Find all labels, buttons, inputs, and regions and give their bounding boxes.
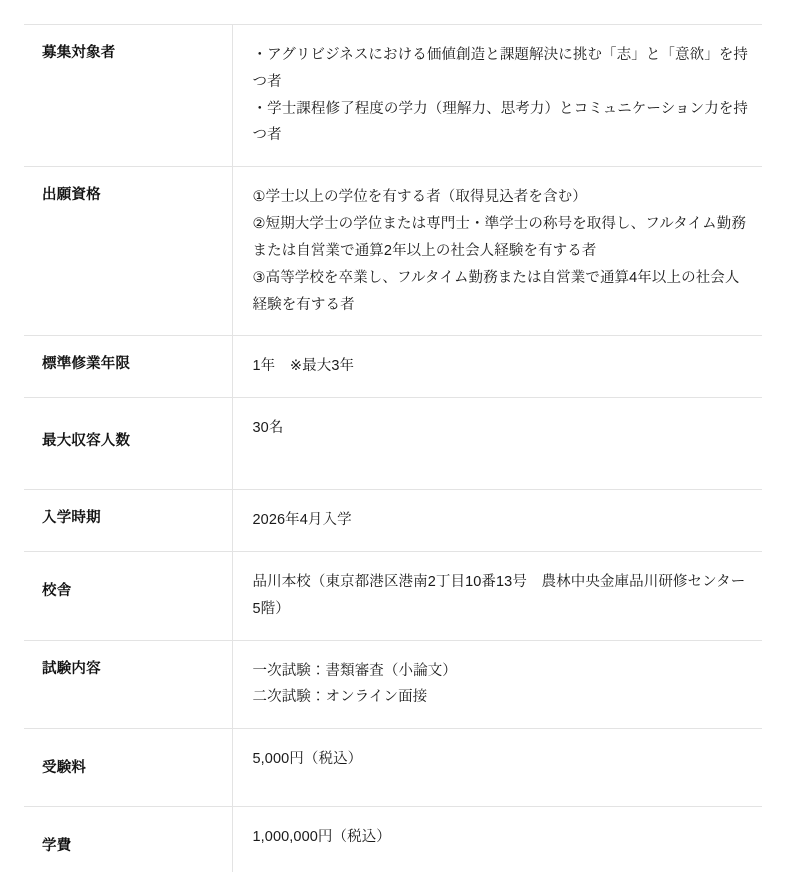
- table-row: [24, 640, 762, 729]
- table-body: [24, 25, 762, 872]
- row-label-enrollment-period: 入学時期: [24, 490, 232, 552]
- cell-line: ③高等学校を卒業し、フルタイム勤務または自営業で通算4年以上の社会人経験を有する者: [252, 269, 740, 313]
- row-value-campus: [232, 551, 762, 640]
- admissions-spec-table: [24, 24, 762, 872]
- cell-line: 30名: [252, 420, 284, 437]
- table-row: [24, 490, 762, 552]
- cell-line: 1,000,000円（税込）: [252, 829, 391, 846]
- cell-line: 一次試験：書類審査（小論文）: [252, 662, 457, 679]
- cell-line: 品川本校（東京都港区港南2丁目10番13号 農林中央金庫品川研修センター5階）: [252, 573, 746, 617]
- row-label-exam-fee: 受験料: [24, 729, 232, 807]
- cell-line: ②短期大学士の学位または専門士・準学士の称号を取得し、フルタイム勤務または自営業で通算2年以上の社会人経験を有する者: [252, 216, 746, 259]
- table-row: [24, 398, 762, 490]
- row-label-application-qualification: 出願資格: [24, 167, 232, 336]
- table-row: [24, 336, 762, 398]
- row-value-application-qualification: [232, 167, 762, 336]
- row-label-standard-study-period: 標準修業年限: [24, 336, 232, 398]
- row-value-exam-fee: [232, 729, 762, 807]
- row-label-tuition: 学費: [24, 807, 232, 872]
- cell-line: 2026年4月入学: [252, 512, 352, 529]
- cell-line: ・アグリビジネスにおける価値創造と課題解決に挑む「志」と「意欲」を持つ者: [252, 47, 749, 90]
- row-value-tuition: [232, 807, 762, 872]
- table-row: [24, 25, 762, 167]
- row-label-recruitment-target: 募集対象者: [24, 25, 232, 167]
- cell-line: ①学士以上の学位を有する者（取得見込者を含む）: [252, 189, 587, 206]
- row-label-max-capacity: 最大収容人数: [24, 398, 232, 490]
- row-value-max-capacity: [232, 398, 762, 490]
- cell-line: 1年 ※最大3年: [252, 358, 355, 375]
- table-row: [24, 807, 762, 872]
- row-label-campus: 校舎: [24, 551, 232, 640]
- row-label-exam-content: 試験内容: [24, 640, 232, 729]
- cell-line: 二次試験：オンライン面接: [252, 689, 428, 706]
- row-value-exam-content: [232, 640, 762, 729]
- cell-line: 5,000円（税込）: [252, 751, 363, 768]
- row-value-standard-study-period: [232, 336, 762, 398]
- row-value-recruitment-target: [232, 25, 762, 167]
- table-row: [24, 729, 762, 807]
- row-value-enrollment-period: [232, 490, 762, 552]
- cell-line: ・学士課程修了程度の学力（理解力、思考力）とコミュニケーション力を持つ者: [252, 100, 749, 144]
- table-row: [24, 551, 762, 640]
- table-row: [24, 167, 762, 336]
